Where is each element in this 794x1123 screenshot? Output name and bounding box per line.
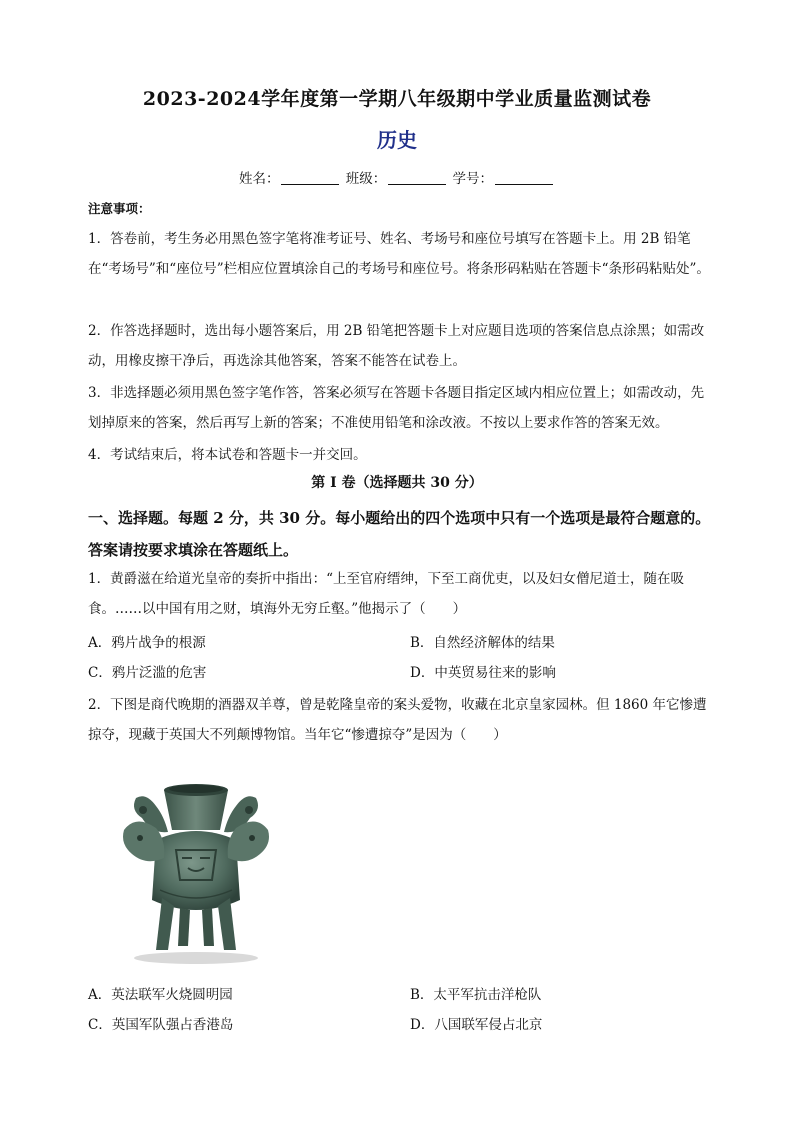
notice-item: 4．考试结束后，将本试卷和答题卡一并交回。 bbox=[88, 447, 367, 463]
id-label: 学号： bbox=[452, 171, 494, 187]
notice-heading: 注意事项： bbox=[88, 201, 151, 216]
class-blank[interactable] bbox=[388, 172, 446, 185]
option-d[interactable]: D．中英贸易往来的影响 bbox=[410, 665, 556, 681]
subject-title: 历史 bbox=[377, 128, 417, 152]
option-a[interactable]: A．英法联军火烧圆明园 bbox=[88, 987, 233, 1003]
option-d[interactable]: D．八国联军侵占北京 bbox=[410, 1017, 543, 1033]
student-info-line bbox=[0, 167, 794, 187]
option-a[interactable]: A．鸦片战争的根源 bbox=[88, 635, 206, 651]
question-1-options bbox=[88, 628, 716, 688]
exam-title: 2023-2024学年度第一学期八年级期中学业质量监测试卷 bbox=[142, 88, 652, 110]
notice-item: 3．非选择题必须用黑色签字笔作答，答案必须写在答题卡各题目指定区域内相应位置上；如需改动，先划掉原来的答案，然后再写上新的答案；不准使用铅笔和涂改液。不按以上要求作答的答案无效。 bbox=[88, 385, 705, 431]
notice-item: 2．作答选择题时，选出每小题答案后，用 2B 铅笔把答题卡上对应题目选项的答案信息点涂黑；如需改动，用橡皮擦干净后，再选涂其他答案，答案不能答在试卷上。 bbox=[88, 323, 705, 369]
id-blank[interactable] bbox=[495, 172, 553, 185]
question-2-options bbox=[88, 980, 716, 1040]
section-instruction: 一、选择题。每题 2 分，共 30 分。每小题给出的四个选项中只有一个选项是最符合题意的。答案请按要求填涂在答题纸上。 bbox=[88, 509, 711, 559]
option-c[interactable]: C．英国军队强占香港岛 bbox=[88, 1017, 234, 1033]
section-heading: 第 I 卷（选择题共 30 分） bbox=[311, 475, 483, 491]
option-b[interactable]: B．自然经济解体的结果 bbox=[410, 635, 555, 651]
question-1-stem: 1．黄爵滋在给道光皇帝的奏折中指出：“上至官府缙绅，下至工商优吏，以及妇女僧尼道士，随在吸食。……以中国有用之财，填海外无穷丘壑。”他揭示了（ ） bbox=[88, 571, 684, 617]
class-label: 班级： bbox=[345, 171, 387, 187]
double-ram-zun-image bbox=[116, 770, 276, 965]
option-b[interactable]: B．太平军抗击洋枪队 bbox=[410, 987, 542, 1003]
option-c[interactable]: C．鸦片泛滥的危害 bbox=[88, 665, 207, 681]
notice-item: 1．答卷前，考生务必用黑色签字笔将准考证号、姓名、考场号和座位号填写在答题卡上。用 2B 铅笔在“考场号”和“座位号”栏相应位置填涂自己的考场号和座位号。将条形码粘贴在答题卡“条形码粘贴处”。 bbox=[88, 231, 710, 277]
question-2-stem: 2．下图是商代晚期的酒器双羊尊，曾是乾隆皇帝的案头爱物，收藏在北京皇家园林。但 1860 年它惨遭掠夺，现藏于英国大不列颠博物馆。当年它“惨遭掠夺”是因为（ ） bbox=[88, 697, 707, 743]
name-blank[interactable] bbox=[281, 172, 339, 185]
name-label: 姓名： bbox=[238, 171, 280, 187]
